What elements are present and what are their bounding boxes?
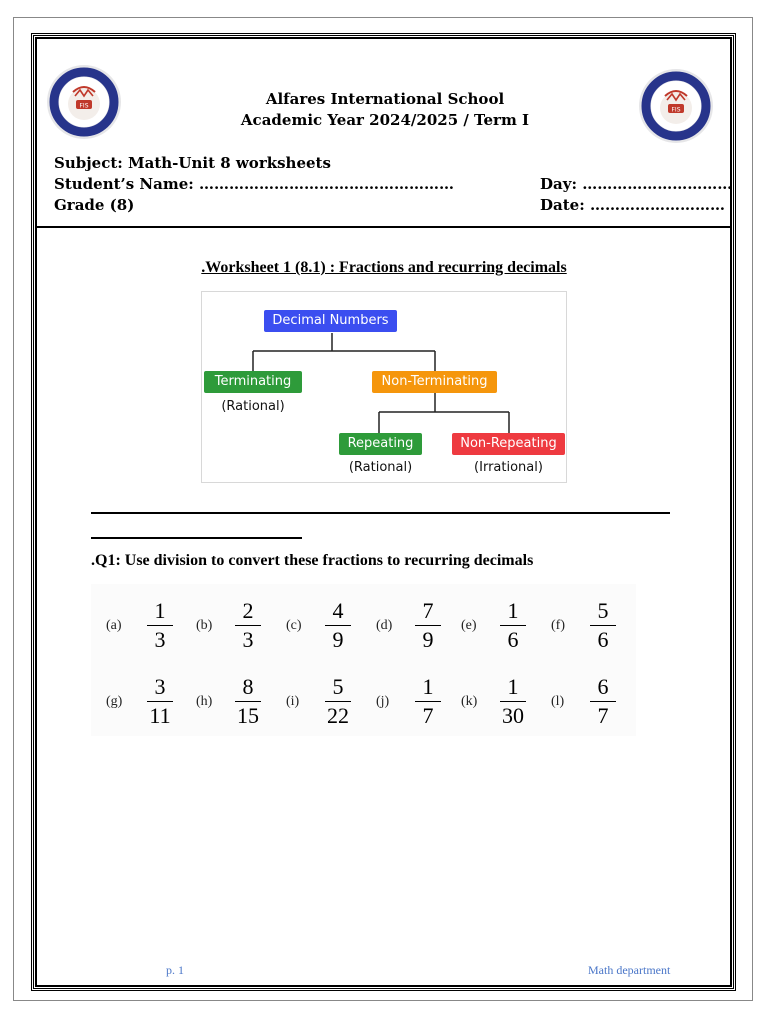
fraction-item — [286, 674, 371, 734]
fraction-denominator: 9 — [422, 627, 434, 652]
fraction-item — [461, 674, 546, 734]
fraction-label: (a) — [106, 618, 122, 633]
fraction-label: (f) — [551, 618, 565, 633]
non-repeating-type: (Irrational) — [474, 460, 543, 475]
repeating-type: (Rational) — [348, 460, 413, 475]
fraction — [495, 598, 531, 653]
fraction — [495, 674, 531, 729]
fraction-numerator: 2 — [242, 598, 254, 623]
fraction — [320, 598, 356, 653]
fraction-numerator: 1 — [154, 598, 166, 623]
fraction-label: (i) — [286, 694, 300, 709]
fraction — [585, 598, 621, 653]
fraction — [230, 674, 266, 729]
fraction-item — [106, 674, 191, 734]
fraction-item — [376, 674, 461, 734]
fraction-numerator: 8 — [242, 674, 254, 699]
page-number: p. 1 — [166, 963, 184, 977]
fraction-item — [196, 674, 281, 734]
fraction-numerator: 3 — [154, 674, 166, 699]
fraction-bar — [147, 625, 173, 626]
fraction-denominator: 7 — [422, 703, 434, 728]
fraction-item — [551, 598, 636, 658]
fraction — [410, 598, 446, 653]
fraction-item — [106, 598, 191, 658]
fraction-bar — [235, 701, 261, 702]
date-field[interactable]: Date: ……………………… — [540, 196, 725, 214]
fraction-numerator: 5 — [332, 674, 344, 699]
fraction-label: (k) — [461, 694, 478, 709]
repeating-box: Repeating — [339, 433, 422, 455]
fraction-denominator: 30 — [502, 703, 524, 728]
school-name: Alfares International School — [265, 90, 505, 108]
fraction-denominator: 11 — [149, 703, 171, 728]
fractions-panel — [91, 584, 636, 736]
fraction — [142, 674, 178, 729]
fraction-bar — [590, 701, 616, 702]
terminating-type: (Rational) — [221, 399, 285, 414]
academic-year: Academic Year 2024/2025 / Term I — [240, 111, 530, 129]
fraction — [585, 674, 621, 729]
fraction-denominator: 3 — [242, 627, 254, 652]
question-1-prompt: .Q1: Use division to convert these fractions to recurring decimals — [91, 552, 534, 569]
decimal-classification-diagram — [201, 291, 567, 483]
fraction-item — [286, 598, 371, 658]
divider-line — [91, 512, 670, 514]
logo-right-text: FIS — [671, 106, 681, 114]
fraction-numerator: 1 — [507, 674, 519, 699]
header-separator — [35, 226, 732, 228]
fraction-label: (e) — [461, 618, 477, 633]
fraction-bar — [500, 625, 526, 626]
fraction-label: (b) — [196, 618, 213, 633]
fraction-denominator: 22 — [327, 703, 349, 728]
fraction-label: (d) — [376, 618, 393, 633]
fraction-item — [376, 598, 461, 658]
non-repeating-box: Non-Repeating — [452, 433, 565, 455]
grade-line: Grade (8) — [54, 196, 135, 214]
fraction-bar — [415, 701, 441, 702]
fraction-label: (j) — [376, 694, 390, 709]
fraction-label: (l) — [551, 694, 565, 709]
fraction-bar — [590, 625, 616, 626]
non-terminating-box: Non-Terminating — [372, 371, 497, 393]
fraction-denominator: 9 — [332, 627, 344, 652]
footer-department: Math department — [588, 963, 671, 977]
fraction-bar — [147, 701, 173, 702]
terminating-box: Terminating — [204, 371, 302, 393]
fraction — [320, 674, 356, 729]
fraction-bar — [500, 701, 526, 702]
fraction — [142, 598, 178, 653]
fraction — [410, 674, 446, 729]
fraction-item — [551, 674, 636, 734]
fraction-denominator: 3 — [154, 627, 166, 652]
fraction — [230, 598, 266, 653]
fraction-numerator: 5 — [597, 598, 609, 623]
student-name-field[interactable]: Student’s Name: …………………………………………… — [54, 175, 455, 193]
fraction-denominator: 6 — [507, 627, 519, 652]
fraction-denominator: 7 — [597, 703, 609, 728]
divider-line-short — [91, 537, 302, 539]
school-logo-right — [638, 68, 714, 144]
fraction-bar — [235, 625, 261, 626]
fraction-label: (h) — [196, 694, 213, 709]
fraction-item — [461, 598, 546, 658]
fraction-label: (c) — [286, 618, 302, 633]
logo-left-text: FIS — [79, 102, 89, 110]
fraction-bar — [415, 625, 441, 626]
fraction-numerator: 4 — [332, 598, 344, 623]
fraction-bar — [325, 625, 351, 626]
decimal-numbers-box: Decimal Numbers — [264, 310, 397, 332]
fraction-bar — [325, 701, 351, 702]
fraction-numerator: 1 — [507, 598, 519, 623]
fraction-numerator: 1 — [422, 674, 434, 699]
fraction-denominator: 6 — [597, 627, 609, 652]
fraction-denominator: 15 — [237, 703, 259, 728]
school-logo-left — [46, 64, 122, 140]
fraction-label: (g) — [106, 694, 123, 709]
fraction-item — [196, 598, 281, 658]
day-field[interactable]: Day: ………………………… — [540, 175, 733, 193]
subject-line: Subject: Math-Unit 8 worksheets — [54, 154, 331, 172]
fraction-numerator: 6 — [597, 674, 609, 699]
fraction-numerator: 7 — [422, 598, 434, 623]
worksheet-title: .Worksheet 1 (8.1) : Fractions and recurring decimals — [201, 259, 567, 276]
